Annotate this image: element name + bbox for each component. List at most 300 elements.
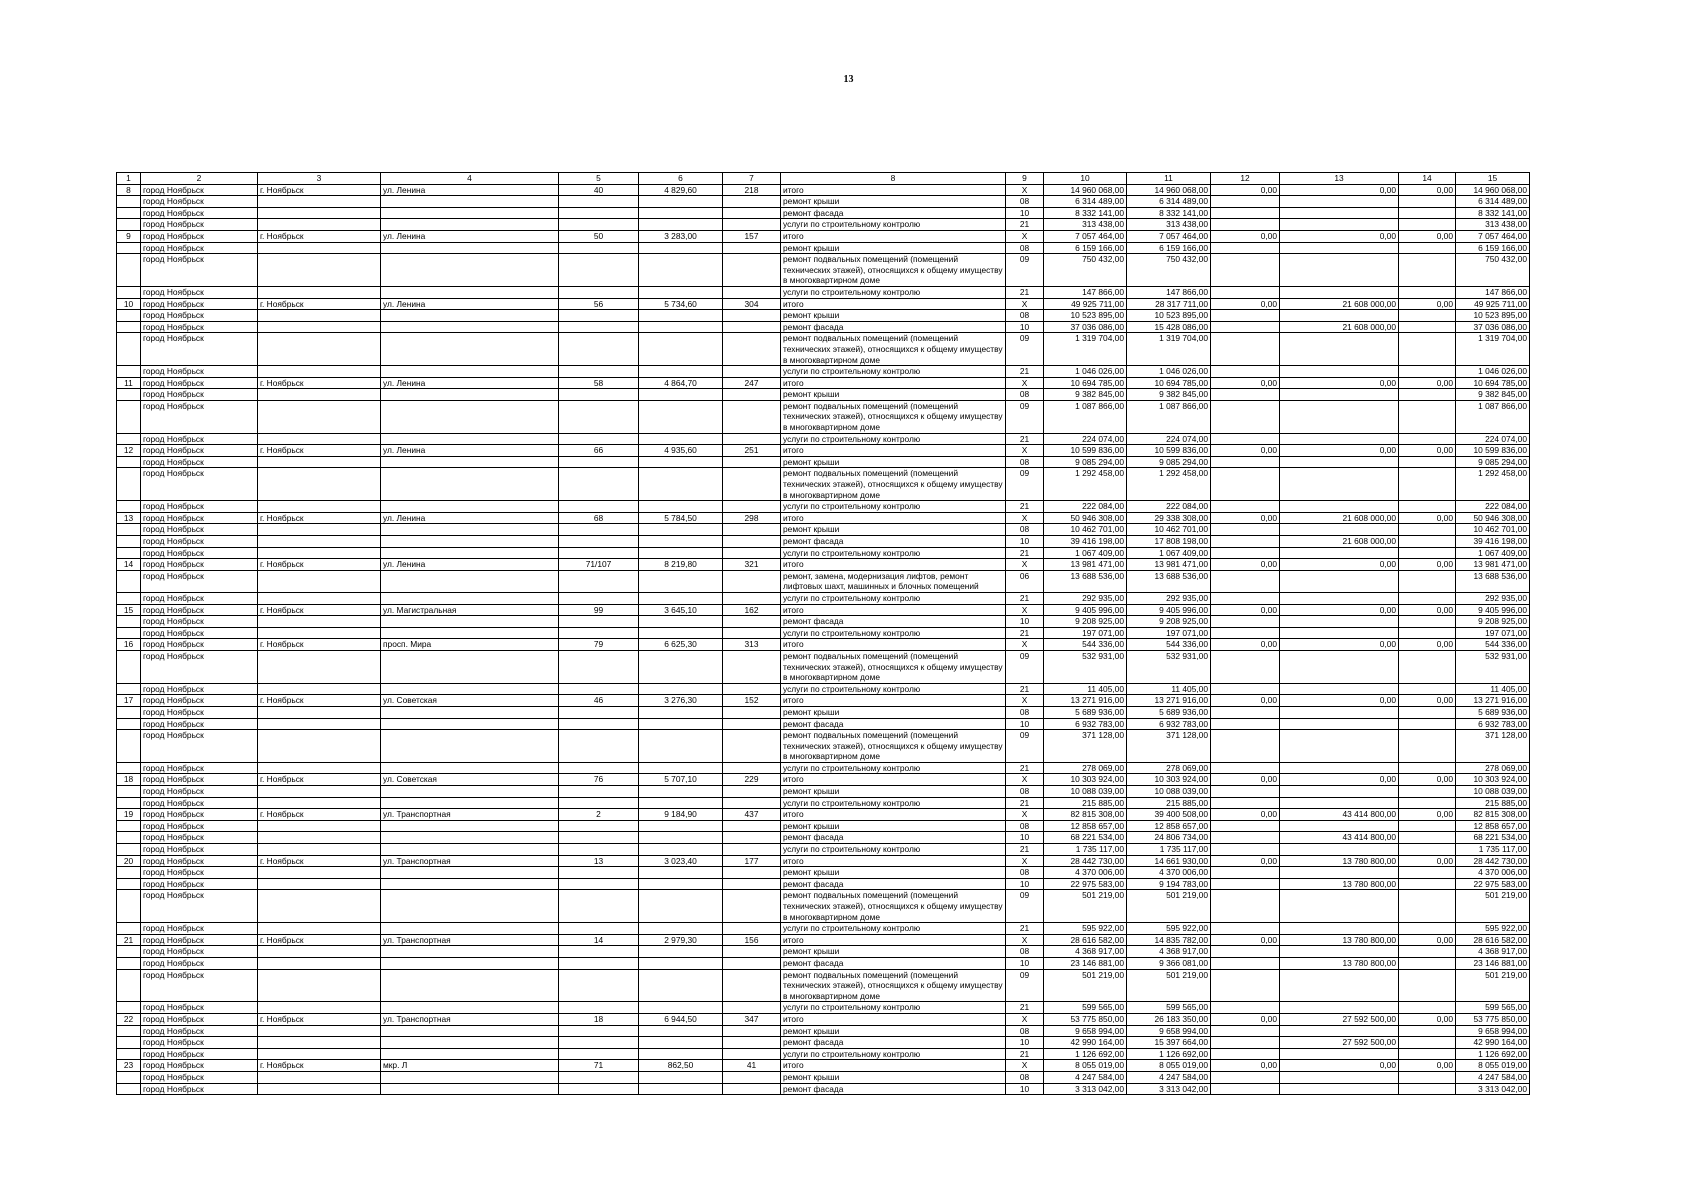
table-cell: 862,50	[639, 1060, 723, 1072]
table-cell: 9 208 925,00	[1044, 616, 1127, 628]
table-cell: 50	[559, 230, 639, 242]
table-cell: 1 087 866,00	[1456, 400, 1530, 433]
table-cell: 10 599 836,00	[1127, 445, 1211, 457]
table-cell	[258, 627, 381, 639]
table-cell: 313 438,00	[1127, 219, 1211, 231]
table-cell	[117, 627, 141, 639]
table-cell: 21 608 000,00	[1280, 298, 1399, 310]
table-cell	[639, 468, 723, 501]
table-cell	[1211, 1037, 1280, 1049]
table-cell	[258, 286, 381, 298]
table-cell	[1399, 468, 1456, 501]
table-cell: 10	[1006, 1083, 1044, 1095]
table-cell: город Ноябрьск	[141, 254, 258, 287]
table-cell	[559, 433, 639, 445]
table-cell	[559, 207, 639, 219]
table-cell: ремонт фасада	[781, 616, 1006, 628]
table-cell	[559, 867, 639, 879]
table-row	[117, 832, 1530, 844]
table-cell	[559, 547, 639, 559]
table-cell	[258, 536, 381, 548]
table-cell	[258, 333, 381, 366]
table-cell: город Ноябрьск	[141, 1048, 258, 1060]
table-cell: 0,00	[1280, 1060, 1399, 1072]
table-cell	[1399, 536, 1456, 548]
table-cell	[1399, 820, 1456, 832]
table-cell	[1280, 1083, 1399, 1095]
table-cell	[1399, 730, 1456, 763]
table-cell	[1280, 389, 1399, 401]
table-cell: X	[1006, 695, 1044, 707]
table-cell: 0,00	[1399, 1060, 1456, 1072]
table-cell: 17	[117, 695, 141, 707]
table-cell: 4 368 917,00	[1456, 946, 1530, 958]
table-cell	[639, 219, 723, 231]
table-cell	[1211, 832, 1280, 844]
table-cell: 0,00	[1211, 1060, 1280, 1072]
table-cell: 1 319 704,00	[1127, 333, 1211, 366]
table-cell: X	[1006, 298, 1044, 310]
table-row	[117, 762, 1530, 774]
table-cell: город Ноябрьск	[141, 786, 258, 798]
table-cell	[117, 570, 141, 592]
table-cell: 21	[1006, 219, 1044, 231]
table-cell	[117, 820, 141, 832]
table-cell	[1280, 969, 1399, 1002]
table-cell	[1280, 1048, 1399, 1060]
table-cell	[381, 536, 559, 548]
table-cell	[1280, 1002, 1399, 1014]
table-cell: 10 088 039,00	[1127, 786, 1211, 798]
table-cell: 15	[117, 604, 141, 616]
table-cell: 156	[723, 934, 781, 946]
table-cell: 0,00	[1211, 298, 1280, 310]
table-cell: 10	[117, 298, 141, 310]
table-cell: 0,00	[1280, 604, 1399, 616]
table-cell: 42 990 164,00	[1044, 1037, 1127, 1049]
table-cell	[639, 718, 723, 730]
table-cell: город Ноябрьск	[141, 730, 258, 763]
table-cell: 6 932 783,00	[1127, 718, 1211, 730]
table-cell	[559, 820, 639, 832]
table-cell	[1211, 286, 1280, 298]
table-cell: город Ноябрьск	[141, 389, 258, 401]
table-cell: 18	[559, 1013, 639, 1025]
table-cell	[723, 923, 781, 935]
table-cell: 21	[1006, 547, 1044, 559]
table-cell	[723, 196, 781, 208]
table-cell	[1211, 433, 1280, 445]
table-cell	[381, 890, 559, 923]
table-cell: 292 935,00	[1456, 592, 1530, 604]
table-cell: 39 400 508,00	[1127, 809, 1211, 821]
table-cell: 222 084,00	[1127, 501, 1211, 513]
table-cell: город Ноябрьск	[141, 604, 258, 616]
table-cell	[1399, 718, 1456, 730]
table-cell: 501 219,00	[1044, 890, 1127, 923]
table-cell	[639, 1083, 723, 1095]
table-cell: 10	[1006, 832, 1044, 844]
table-cell	[639, 867, 723, 879]
table-cell	[559, 196, 639, 208]
table-cell: ул. Ленина	[381, 559, 559, 571]
table-row	[117, 242, 1530, 254]
table-cell	[639, 547, 723, 559]
table-cell: город Ноябрьск	[141, 683, 258, 695]
table-cell: 0,00	[1211, 604, 1280, 616]
table-cell: город Ноябрьск	[141, 1060, 258, 1072]
table-cell: ремонт, замена, модернизация лифтов, ремонт лифтовых шахт, машинных и блочных помещений	[781, 570, 1006, 592]
table-cell: 6 932 783,00	[1044, 718, 1127, 730]
table-row	[117, 1060, 1530, 1072]
table-cell: ул. Советская	[381, 695, 559, 707]
table-cell	[381, 592, 559, 604]
table-cell: X	[1006, 1013, 1044, 1025]
table-cell: 5 707,10	[639, 774, 723, 786]
table-cell: ул. Магистральная	[381, 604, 559, 616]
table-cell: 595 922,00	[1456, 923, 1530, 935]
table-cell: 5 689 936,00	[1044, 706, 1127, 718]
table-cell: 750 432,00	[1127, 254, 1211, 287]
table-cell: ремонт подвальных помещений (помещений технических этажей), относящихся к общему имуществу в многоквартирном доме	[781, 333, 1006, 366]
table-cell	[639, 650, 723, 683]
table-cell: 29 338 308,00	[1127, 512, 1211, 524]
table-cell: 595 922,00	[1127, 923, 1211, 935]
table-cell: г. Ноябрьск	[258, 934, 381, 946]
table-cell	[117, 310, 141, 322]
table-cell: 1 735 117,00	[1456, 844, 1530, 856]
table-cell	[1399, 890, 1456, 923]
table-cell: 09	[1006, 400, 1044, 433]
table-cell: 23	[117, 1060, 141, 1072]
table-cell	[381, 946, 559, 958]
table-cell	[723, 1071, 781, 1083]
table-row	[117, 923, 1530, 935]
table-cell: город Ноябрьск	[141, 286, 258, 298]
table-cell: город Ноябрьск	[141, 456, 258, 468]
table-cell: итого	[781, 695, 1006, 707]
table-cell: 6 625,30	[639, 639, 723, 651]
table-cell	[639, 683, 723, 695]
table-cell	[117, 501, 141, 513]
column-header: 5	[559, 173, 639, 185]
table-row	[117, 650, 1530, 683]
table-cell	[381, 1037, 559, 1049]
table-cell	[723, 501, 781, 513]
table-cell: ул. Ленина	[381, 377, 559, 389]
table-cell	[1280, 196, 1399, 208]
table-cell: услуги по строительному контролю	[781, 844, 1006, 856]
table-cell: 0,00	[1399, 695, 1456, 707]
table-cell: 39 416 198,00	[1456, 536, 1530, 548]
table-cell	[258, 1002, 381, 1014]
table-row	[117, 286, 1530, 298]
table-cell	[639, 242, 723, 254]
table-cell	[258, 242, 381, 254]
table-cell	[381, 1025, 559, 1037]
table-cell: 313 438,00	[1044, 219, 1127, 231]
table-cell: 347	[723, 1013, 781, 1025]
table-cell	[559, 254, 639, 287]
table-cell: ремонт подвальных помещений (помещений технических этажей), относящихся к общему имуществу в многоквартирном доме	[781, 468, 1006, 501]
table-cell: город Ноябрьск	[141, 230, 258, 242]
table-cell	[1280, 433, 1399, 445]
table-cell	[559, 706, 639, 718]
table-cell	[639, 389, 723, 401]
table-cell	[559, 683, 639, 695]
table-cell: 0,00	[1399, 855, 1456, 867]
table-cell: 71/107	[559, 559, 639, 571]
table-cell	[258, 366, 381, 378]
table-cell: 9 658 994,00	[1044, 1025, 1127, 1037]
table-cell	[381, 570, 559, 592]
table-row	[117, 547, 1530, 559]
table-cell	[1280, 254, 1399, 287]
table-cell	[117, 1048, 141, 1060]
table-cell: 53 775 850,00	[1456, 1013, 1530, 1025]
table-cell: 371 128,00	[1456, 730, 1530, 763]
table-cell: 8 055 019,00	[1127, 1060, 1211, 1072]
table-cell	[258, 650, 381, 683]
table-cell: 0,00	[1280, 559, 1399, 571]
table-cell: город Ноябрьск	[141, 832, 258, 844]
table-cell: 14	[559, 934, 639, 946]
table-cell	[1399, 1071, 1456, 1083]
column-header: 7	[723, 173, 781, 185]
table-cell: 14 960 068,00	[1127, 184, 1211, 196]
table-cell	[117, 456, 141, 468]
table-cell: 11 405,00	[1127, 683, 1211, 695]
table-cell: г. Ноябрьск	[258, 695, 381, 707]
table-cell	[559, 718, 639, 730]
table-cell	[559, 650, 639, 683]
table-cell	[1280, 501, 1399, 513]
table-cell	[1211, 650, 1280, 683]
table-cell	[258, 592, 381, 604]
table-cell	[1211, 616, 1280, 628]
table-cell: 26 183 350,00	[1127, 1013, 1211, 1025]
table-cell: 09	[1006, 468, 1044, 501]
table-cell: X	[1006, 934, 1044, 946]
table-cell: г. Ноябрьск	[258, 298, 381, 310]
table-cell: итого	[781, 639, 1006, 651]
table-cell	[1211, 400, 1280, 433]
table-cell: 08	[1006, 242, 1044, 254]
table-cell: 6 944,50	[639, 1013, 723, 1025]
table-cell: 157	[723, 230, 781, 242]
table-cell	[559, 616, 639, 628]
table-cell	[1399, 683, 1456, 695]
table-cell	[1399, 923, 1456, 935]
table-cell	[639, 310, 723, 322]
table-cell: 501 219,00	[1456, 969, 1530, 1002]
table-cell	[258, 321, 381, 333]
table-cell	[723, 650, 781, 683]
table-cell	[723, 456, 781, 468]
table-cell: ремонт крыши	[781, 456, 1006, 468]
table-cell	[258, 207, 381, 219]
table-cell	[381, 433, 559, 445]
table-cell	[1399, 969, 1456, 1002]
table-cell: ремонт фасада	[781, 957, 1006, 969]
table-row	[117, 196, 1530, 208]
table-row	[117, 366, 1530, 378]
table-cell	[258, 890, 381, 923]
table-cell	[559, 501, 639, 513]
table-cell	[559, 946, 639, 958]
table-cell	[1399, 1025, 1456, 1037]
table-cell: 8 332 141,00	[1456, 207, 1530, 219]
table-row	[117, 639, 1530, 651]
column-header: 15	[1456, 173, 1530, 185]
table-cell	[117, 844, 141, 856]
table-cell: 292 935,00	[1127, 592, 1211, 604]
table-cell: 8 332 141,00	[1044, 207, 1127, 219]
table-cell: ремонт крыши	[781, 1025, 1006, 1037]
table-cell	[381, 219, 559, 231]
table-cell	[723, 468, 781, 501]
table-cell	[639, 196, 723, 208]
table-cell	[1211, 219, 1280, 231]
table-cell: 1 067 409,00	[1127, 547, 1211, 559]
table-cell: ремонт фасада	[781, 1083, 1006, 1095]
table-cell: 21	[1006, 844, 1044, 856]
table-cell: город Ноябрьск	[141, 310, 258, 322]
table-cell: 10 303 924,00	[1127, 774, 1211, 786]
table-cell: 12 858 657,00	[1456, 820, 1530, 832]
table-cell	[1211, 456, 1280, 468]
table-cell: 18	[117, 774, 141, 786]
table-cell: ул. Ленина	[381, 445, 559, 457]
table-cell	[117, 547, 141, 559]
table-cell: 4 829,60	[639, 184, 723, 196]
table-row	[117, 855, 1530, 867]
table-cell	[1399, 207, 1456, 219]
table-cell: 10 523 895,00	[1044, 310, 1127, 322]
table-cell: 599 565,00	[1127, 1002, 1211, 1014]
table-cell: 147 866,00	[1127, 286, 1211, 298]
table-cell: 15 397 664,00	[1127, 1037, 1211, 1049]
table-cell: 229	[723, 774, 781, 786]
table-cell	[258, 389, 381, 401]
table-row	[117, 718, 1530, 730]
table-cell: 10 523 895,00	[1456, 310, 1530, 322]
table-cell: 2	[559, 809, 639, 821]
table-cell: 10	[1006, 1037, 1044, 1049]
table-cell: 599 565,00	[1456, 1002, 1530, 1014]
table-cell: 13 271 916,00	[1127, 695, 1211, 707]
table-cell	[1211, 878, 1280, 890]
table-cell	[1280, 366, 1399, 378]
table-cell: ремонт подвальных помещений (помещений технических этажей), относящихся к общему имуществу в многоквартирном доме	[781, 650, 1006, 683]
table-cell	[723, 946, 781, 958]
table-cell: 0,00	[1399, 1013, 1456, 1025]
table-cell: 10	[1006, 957, 1044, 969]
table-cell	[258, 957, 381, 969]
table-cell	[1211, 706, 1280, 718]
table-cell: 13 981 471,00	[1456, 559, 1530, 571]
table-cell	[639, 890, 723, 923]
table-cell: 39 416 198,00	[1044, 536, 1127, 548]
table-cell: город Ноябрьск	[141, 445, 258, 457]
page-number: 13	[843, 74, 854, 85]
table-cell: ремонт подвальных помещений (помещений технических этажей), относящихся к общему имуществу в многоквартирном доме	[781, 969, 1006, 1002]
table-cell	[381, 616, 559, 628]
table-cell	[639, 627, 723, 639]
table-row	[117, 809, 1530, 821]
table-cell: ремонт крыши	[781, 786, 1006, 798]
table-cell	[559, 468, 639, 501]
column-header: 8	[781, 173, 1006, 185]
table-cell	[1280, 786, 1399, 798]
table-cell: 8 055 019,00	[1456, 1060, 1530, 1072]
table-cell: город Ноябрьск	[141, 1025, 258, 1037]
table-cell	[258, 923, 381, 935]
table-cell	[258, 946, 381, 958]
table-cell: X	[1006, 809, 1044, 821]
table-cell	[1211, 547, 1280, 559]
table-cell: 21 608 000,00	[1280, 321, 1399, 333]
table-cell	[639, 616, 723, 628]
table-cell	[117, 1002, 141, 1014]
table-cell: ремонт подвальных помещений (помещений технических этажей), относящихся к общему имуществу в многоквартирном доме	[781, 730, 1006, 763]
table-cell: 8 219,80	[639, 559, 723, 571]
table-cell: 21	[1006, 683, 1044, 695]
table-cell	[1280, 242, 1399, 254]
table-cell: ремонт крыши	[781, 1071, 1006, 1083]
table-cell: услуги по строительному контролю	[781, 592, 1006, 604]
repair-program-table-container	[116, 172, 1529, 1095]
table-cell	[117, 1071, 141, 1083]
table-cell: 6 159 166,00	[1456, 242, 1530, 254]
table-row	[117, 616, 1530, 628]
table-cell: услуги по строительному контролю	[781, 219, 1006, 231]
table-row	[117, 333, 1530, 366]
table-cell	[1399, 286, 1456, 298]
table-cell	[1211, 1083, 1280, 1095]
table-cell	[1211, 592, 1280, 604]
table-cell: 9 382 845,00	[1456, 389, 1530, 401]
table-cell	[117, 683, 141, 695]
table-cell: 4 935,60	[639, 445, 723, 457]
table-cell: 13 780 800,00	[1280, 855, 1399, 867]
table-cell: 278 069,00	[1044, 762, 1127, 774]
table-cell: 28 616 582,00	[1456, 934, 1530, 946]
table-cell	[258, 616, 381, 628]
table-cell: 313 438,00	[1456, 219, 1530, 231]
table-cell: 50 946 308,00	[1456, 512, 1530, 524]
table-cell: 21	[1006, 627, 1044, 639]
table-cell	[639, 923, 723, 935]
table-cell	[1399, 844, 1456, 856]
table-cell: 0,00	[1211, 695, 1280, 707]
table-cell: г. Ноябрьск	[258, 774, 381, 786]
table-cell: итого	[781, 809, 1006, 821]
table-cell: 224 074,00	[1456, 433, 1530, 445]
table-cell	[1211, 501, 1280, 513]
table-row	[117, 890, 1530, 923]
table-cell: 12 858 657,00	[1044, 820, 1127, 832]
table-cell	[559, 762, 639, 774]
table-cell	[381, 242, 559, 254]
table-cell: 437	[723, 809, 781, 821]
table-cell: город Ноябрьск	[141, 512, 258, 524]
table-cell	[117, 400, 141, 433]
table-cell: 0,00	[1399, 184, 1456, 196]
table-row	[117, 797, 1530, 809]
table-cell	[381, 832, 559, 844]
table-cell: ремонт подвальных помещений (помещений технических этажей), относящихся к общему имуществу в многоквартирном доме	[781, 254, 1006, 287]
